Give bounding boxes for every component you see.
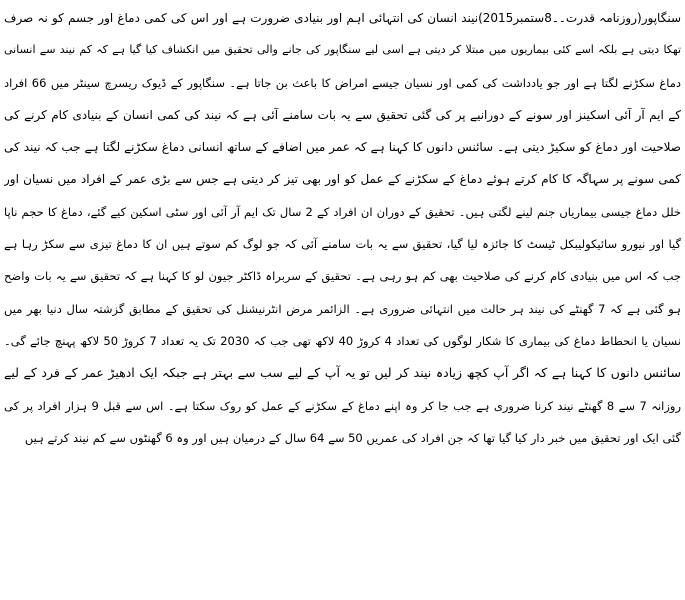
article-line-6: کمی سونے پر سہاگہ کا کام کرتے ہوئے دماغ کے سکڑنے کے عمل کو اور بھی تیز کر دیتی ہے جس سے بڑی عمر کے افراد میں نسیان اور bbox=[4, 172, 681, 187]
article-line-12: سائنس دانوں کا کہنا ہے کہ اگر آپ کچھ زیادہ نیند کر لیں تو یہ آپ کے لیے سب سے بہتر ہے جبکہ ایک ادھیڑ عمر کے فرد کے لیے bbox=[4, 365, 681, 381]
article-line-8: گیا اور نیورو سائیکولیبکل ٹیسٹ کا جائزہ لیا گیا، تحقیق سے یہ بات سامنے آئی کہ جو لوگ کم سوتے ہیں ان کا دماغ تیزی سے سکڑ رہا ہے bbox=[4, 237, 681, 252]
article-line-11: نسیان یا انحطاط دماغ کی بیماری کا شکار لوگوں کی تعداد 4 کروڑ 40 لاکھ تھی جب کہ 2030 تک یہ تعداد 7 کروڑ 50 لاکھ پہنچ جائے گی۔ bbox=[4, 333, 681, 348]
article-line-7: خلل دماغ جیسی بیماریاں جنم لینے لگتی ہیں۔ تحقیق کے دوران ان افراد کے 2 سال تک ایم آر آئی اور سٹی اسکین کیے گئے، دماغ کا حجم ناپا bbox=[4, 204, 681, 219]
article-line-14: گئی ایک اور تحقیق میں خبر دار کیا گیا تھا کہ جن افراد کی عمریں 50 سے 64 سال کے درمیان ہیں اور وہ 6 گھنٹوں سے کم نیند کرتے ہیں bbox=[24, 430, 681, 445]
article-line-4: کے ایم آر آئی اسکینز اور سونے کے دورانیے پر کی گئی تحقیق سے یہ بات سامنے آئی ہے کہ نیند کی کمی انسان کے بنیادی کام کرنے کی bbox=[4, 107, 681, 122]
article-body bbox=[4, 2, 681, 454]
article-line-13: روزانہ 7 سے 8 گھنٹے نیند کرنا ضروری ہے جب جا کر وہ اپنے دماغ کے سکڑنے کے عمل کو روک سکتا ہے۔ اس سے قبل 9 ہزار افراد پر کی bbox=[4, 398, 681, 413]
article-line-5: صلاحیت اور دماغ کو سکیڑ دیتی ہے۔ سائنس دانوں کا کہنا ہے کہ عمر میں اضافے کے ساتھ انسانی دماغ سکڑنے لگتا ہے جب کہ نیند کی bbox=[4, 140, 681, 155]
article-line-10: ہو گئی ہے کہ 7 گھنٹے کی نیند ہر حالت میں انتہائی ضروری ہے۔ الزائمر مرض انٹرنیشنل کی تحقیق کے مطابق گزشتہ سال دنیا بھر میں bbox=[4, 301, 681, 316]
article-line-1: سنگاپور(روزنامہ قدرت۔۔8ستمبر2015)نیند انسان کی انتہائی اہم اور بنیادی ضرورت ہے اور اس کی کمی دماغ اور جسم کو نہ صرف bbox=[4, 11, 681, 25]
article-line-2: تھکا دیتی ہے بلکہ اسے کئی بیماریوں میں مبتلا کر دیتی ہے اسی لیے سنگاپور کی جانے والی تحقیق میں انکشاف کیا گیا ہے کہ کم نیند سے انسانی bbox=[4, 43, 681, 57]
article-line-3: دماغ سکڑنے لگتا ہے اور جو یادداشت کی کمی اور نسیان جیسے امراض کا باعث بن جاتا ہے۔ سنگاپور کے ڈیوک ریسرچ سینٹر میں 66 افراد bbox=[4, 75, 681, 90]
article-line-9: جب کہ اس میں بنیادی کام کرنے کی صلاحیت بھی کم ہو رہی ہے۔ تحقیق کے سربراہ ڈاکٹر جیون لو کا کہنا ہے کہ تحقیق سے یہ بات واضح bbox=[4, 269, 681, 284]
